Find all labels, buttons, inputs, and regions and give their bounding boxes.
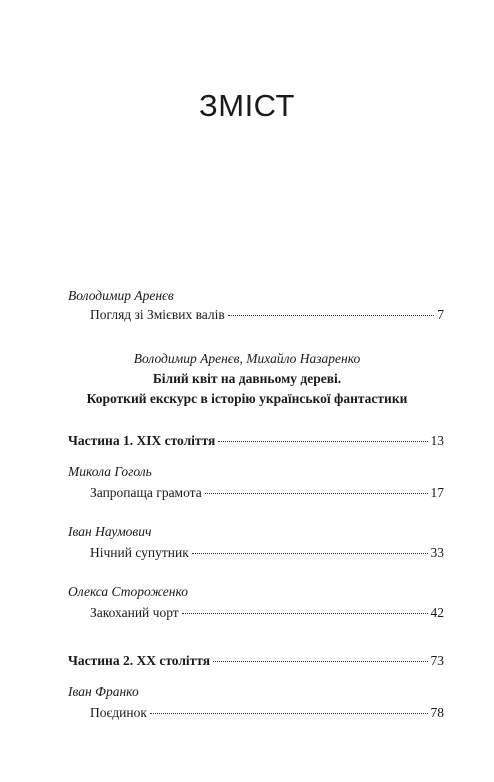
page-title: ЗМІСТ xyxy=(199,88,295,123)
entry-page: 42 xyxy=(430,605,444,620)
toc-entry[interactable] xyxy=(90,605,444,621)
entry-author: Микола Гоголь xyxy=(68,464,152,479)
toc-entry[interactable] xyxy=(90,705,444,721)
essay-authors: Володимир Аренєв, Михайло Назаренко xyxy=(133,351,361,366)
part-heading[interactable] xyxy=(68,653,444,669)
toc-entry[interactable] xyxy=(90,307,444,323)
part-page: 13 xyxy=(430,433,444,448)
dot-leader xyxy=(205,493,428,494)
part-title: Частина 1. XIX століття xyxy=(68,433,216,448)
entry-author: Олекса Стороженко xyxy=(68,584,189,599)
entry-title: Погляд зі Змієвих валів xyxy=(90,307,225,322)
entry-title: Поєдинок xyxy=(90,705,147,720)
toc-entry[interactable] xyxy=(90,485,444,501)
essay-title-line2[interactable]: Короткий екскурс в історію української фантастики xyxy=(86,391,408,406)
toc-entry[interactable] xyxy=(90,545,444,561)
part-heading[interactable] xyxy=(68,433,444,449)
entry-page: 78 xyxy=(430,705,444,720)
entry-author: Іван Франко xyxy=(68,684,139,699)
entry-author: Іван Наумович xyxy=(68,524,152,539)
dot-leader xyxy=(213,661,427,662)
entry-title: Нічний супутник xyxy=(90,545,189,560)
entry-title: Запропаща грамота xyxy=(90,485,202,500)
dot-leader xyxy=(228,315,435,316)
dot-leader xyxy=(150,713,428,714)
entry-page: 17 xyxy=(430,485,444,500)
entry-page: 33 xyxy=(430,545,444,560)
dot-leader xyxy=(182,613,428,614)
entry-author: Володимир Аренєв xyxy=(68,288,174,303)
dot-leader xyxy=(218,441,427,442)
part-title: Частина 2. XX століття xyxy=(68,653,211,668)
entry-page: 7 xyxy=(437,307,444,322)
entry-title: Закоханий чорт xyxy=(90,605,179,620)
part-page: 73 xyxy=(430,653,444,668)
essay-title-line1[interactable]: Білий квіт на давньому дереві. xyxy=(152,371,342,386)
dot-leader xyxy=(192,553,428,554)
